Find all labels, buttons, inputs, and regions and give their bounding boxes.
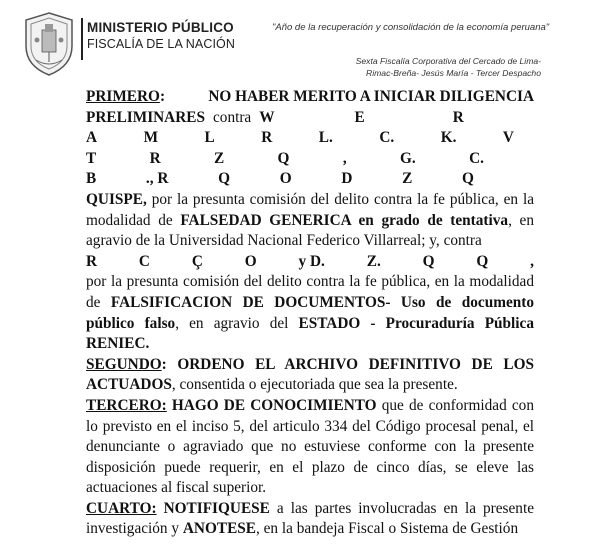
organization-subtitle: FISCALÍA DE LA NACIÓN: [87, 37, 235, 51]
segundo-label: SEGUNDO: [86, 355, 162, 373]
redacted-names-line-3: B ., R Q O D Z Q: [86, 170, 474, 188]
redacted-names-line-1: A M L R L. C. K. V: [86, 129, 514, 147]
year-motto: "Año de la recuperación y consolidación de la economía peruana": [272, 22, 550, 33]
tercero-paragraph: TERCERO: HAGO DE CONOCIMIENTO que de conformidad con lo previsto en el inciso 5, del articulo 334 del Código procesal penal, el denunciante o agraviado que no estuviese conforme con la presente disposición puede requerir, en el plazo de cinco días, se eleve las actuaciones al fiscal superior.: [86, 396, 534, 497]
segundo-paragraph: SEGUNDO: ORDENO EL ARCHIVO DEFINITIVO DE LOS ACTUADOS, consentida o ejecutoriada que sea la presente.: [86, 355, 534, 394]
primero-line-2: PRELIMINARES contra W E R: [86, 108, 534, 129]
organization-name: MINISTERIO PÚBLICO: [87, 20, 234, 35]
primero-label: PRIMERO: [86, 88, 160, 105]
primero-heading-line: PRIMERO: NO HABER MERITO A INICIAR DILIGENCIA: [86, 87, 534, 108]
header-divider: [81, 18, 83, 60]
primero-heading-2: PRELIMINARES: [86, 108, 205, 126]
tercero-label: TERCERO:: [86, 396, 167, 414]
primero-contra: contra: [213, 108, 252, 126]
primero-paragraph-2: por la presunta comisión del delito contra la fe pública, en la modalidad de FALSIFICACION DE DOCUMENTOS- Uso de documento público falso, en agravio del ESTADO - Procuraduría Pública RENIEC.: [86, 273, 534, 353]
office-name: [356, 55, 541, 79]
document-body: [86, 87, 534, 540]
redacted-names-line-4: R C Ç O y D. Z. Q Q ,: [86, 252, 534, 270]
office-line-2: Rimac-Breña- Jesús María - Tercer Despacho: [366, 68, 541, 78]
institution-seal-icon: [22, 10, 76, 78]
cuarto-paragraph: CUARTO: NOTIFIQUESE a las partes involucradas en la presente investigación y ANOTESE, en la bandeja Fiscal o Sistema de Gestión: [86, 499, 534, 538]
primero-heading: NO HABER MERITO A INICIAR DILIGENCIA: [208, 88, 534, 105]
primero-paragraph-1: QUISPE, por la presunta comisión del delito contra la fe pública, en la modalidad de FALSEDAD GENERICA en grado de tentativa, en agravio de la Universidad Nacional Federico Villarreal; y, contra: [86, 190, 534, 250]
redacted-names-line-2: T R Z Q , G. C.: [86, 149, 484, 167]
document-header: [0, 0, 591, 88]
office-line-1: Sexta Fiscalía Corporativa del Cercado de Lima-: [355, 56, 541, 66]
cuarto-label: CUARTO:: [86, 499, 157, 517]
